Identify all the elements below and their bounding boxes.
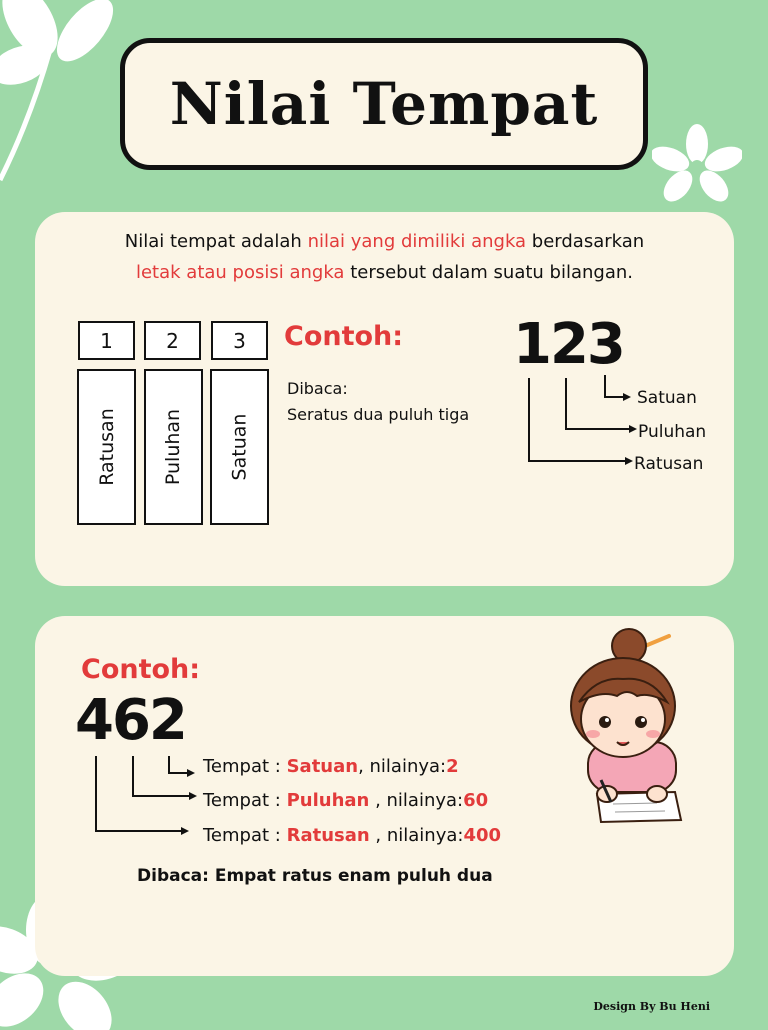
place-prefix: Tempat : [203,790,287,811]
reading-text: Dibaca: Empat ratus enam puluh dua [137,866,493,886]
place-digit-box: 3 [211,321,268,360]
place-digit-box: 2 [144,321,201,360]
place-mid: , nilainya: [369,825,464,846]
place-label: Puluhan [638,422,707,442]
place-label: Ratusan [634,454,704,474]
definition-highlight: letak atau posisi angka [135,262,345,283]
design-credit: Design By Bu Heni [593,1000,710,1013]
flower-decoration-top-left [0,0,140,190]
place-value: 2 [446,756,459,777]
definition-card [35,212,734,586]
place-value-line [203,790,488,811]
place-prefix: Tempat : [203,756,287,777]
place-mid: , nilainya: [369,790,464,811]
place-value-line [203,825,501,846]
place-arrows [35,212,734,586]
place-column-label: Ratusan [95,408,118,486]
place-name: Satuan [286,756,359,777]
place-value: 400 [463,825,502,846]
flower-decoration-right [652,124,742,204]
reading-label: Dibaca: [287,379,348,398]
reading-value: Seratus dua puluh tiga [287,405,470,424]
place-column-label: Satuan [228,413,251,481]
girl-writing-illustration [557,624,687,824]
place-label: Satuan [637,388,697,408]
definition-part: berdasarkan [526,231,645,252]
place-name: Puluhan [286,790,370,811]
example-heading: Contoh: [81,654,201,685]
place-mid: , nilainya: [358,756,447,777]
place-column-label: Puluhan [162,408,185,486]
definition-part: tersebut dalam suatu bilangan. [344,262,633,283]
example-number: 123 [513,312,624,377]
page-title: Nilai Tempat [169,70,599,138]
place-value: 60 [463,790,489,811]
place-prefix: Tempat : [203,825,287,846]
place-digit-box: 1 [78,321,135,360]
place-name: Ratusan [286,825,370,846]
example-number: 462 [75,688,186,753]
place-value-line [203,756,459,777]
title-box [120,38,648,170]
example-card [35,616,734,976]
example-heading: Contoh: [284,321,404,352]
definition-part: Nilai tempat adalah [124,231,308,252]
definition-highlight: nilai yang dimiliki angka [307,231,527,252]
